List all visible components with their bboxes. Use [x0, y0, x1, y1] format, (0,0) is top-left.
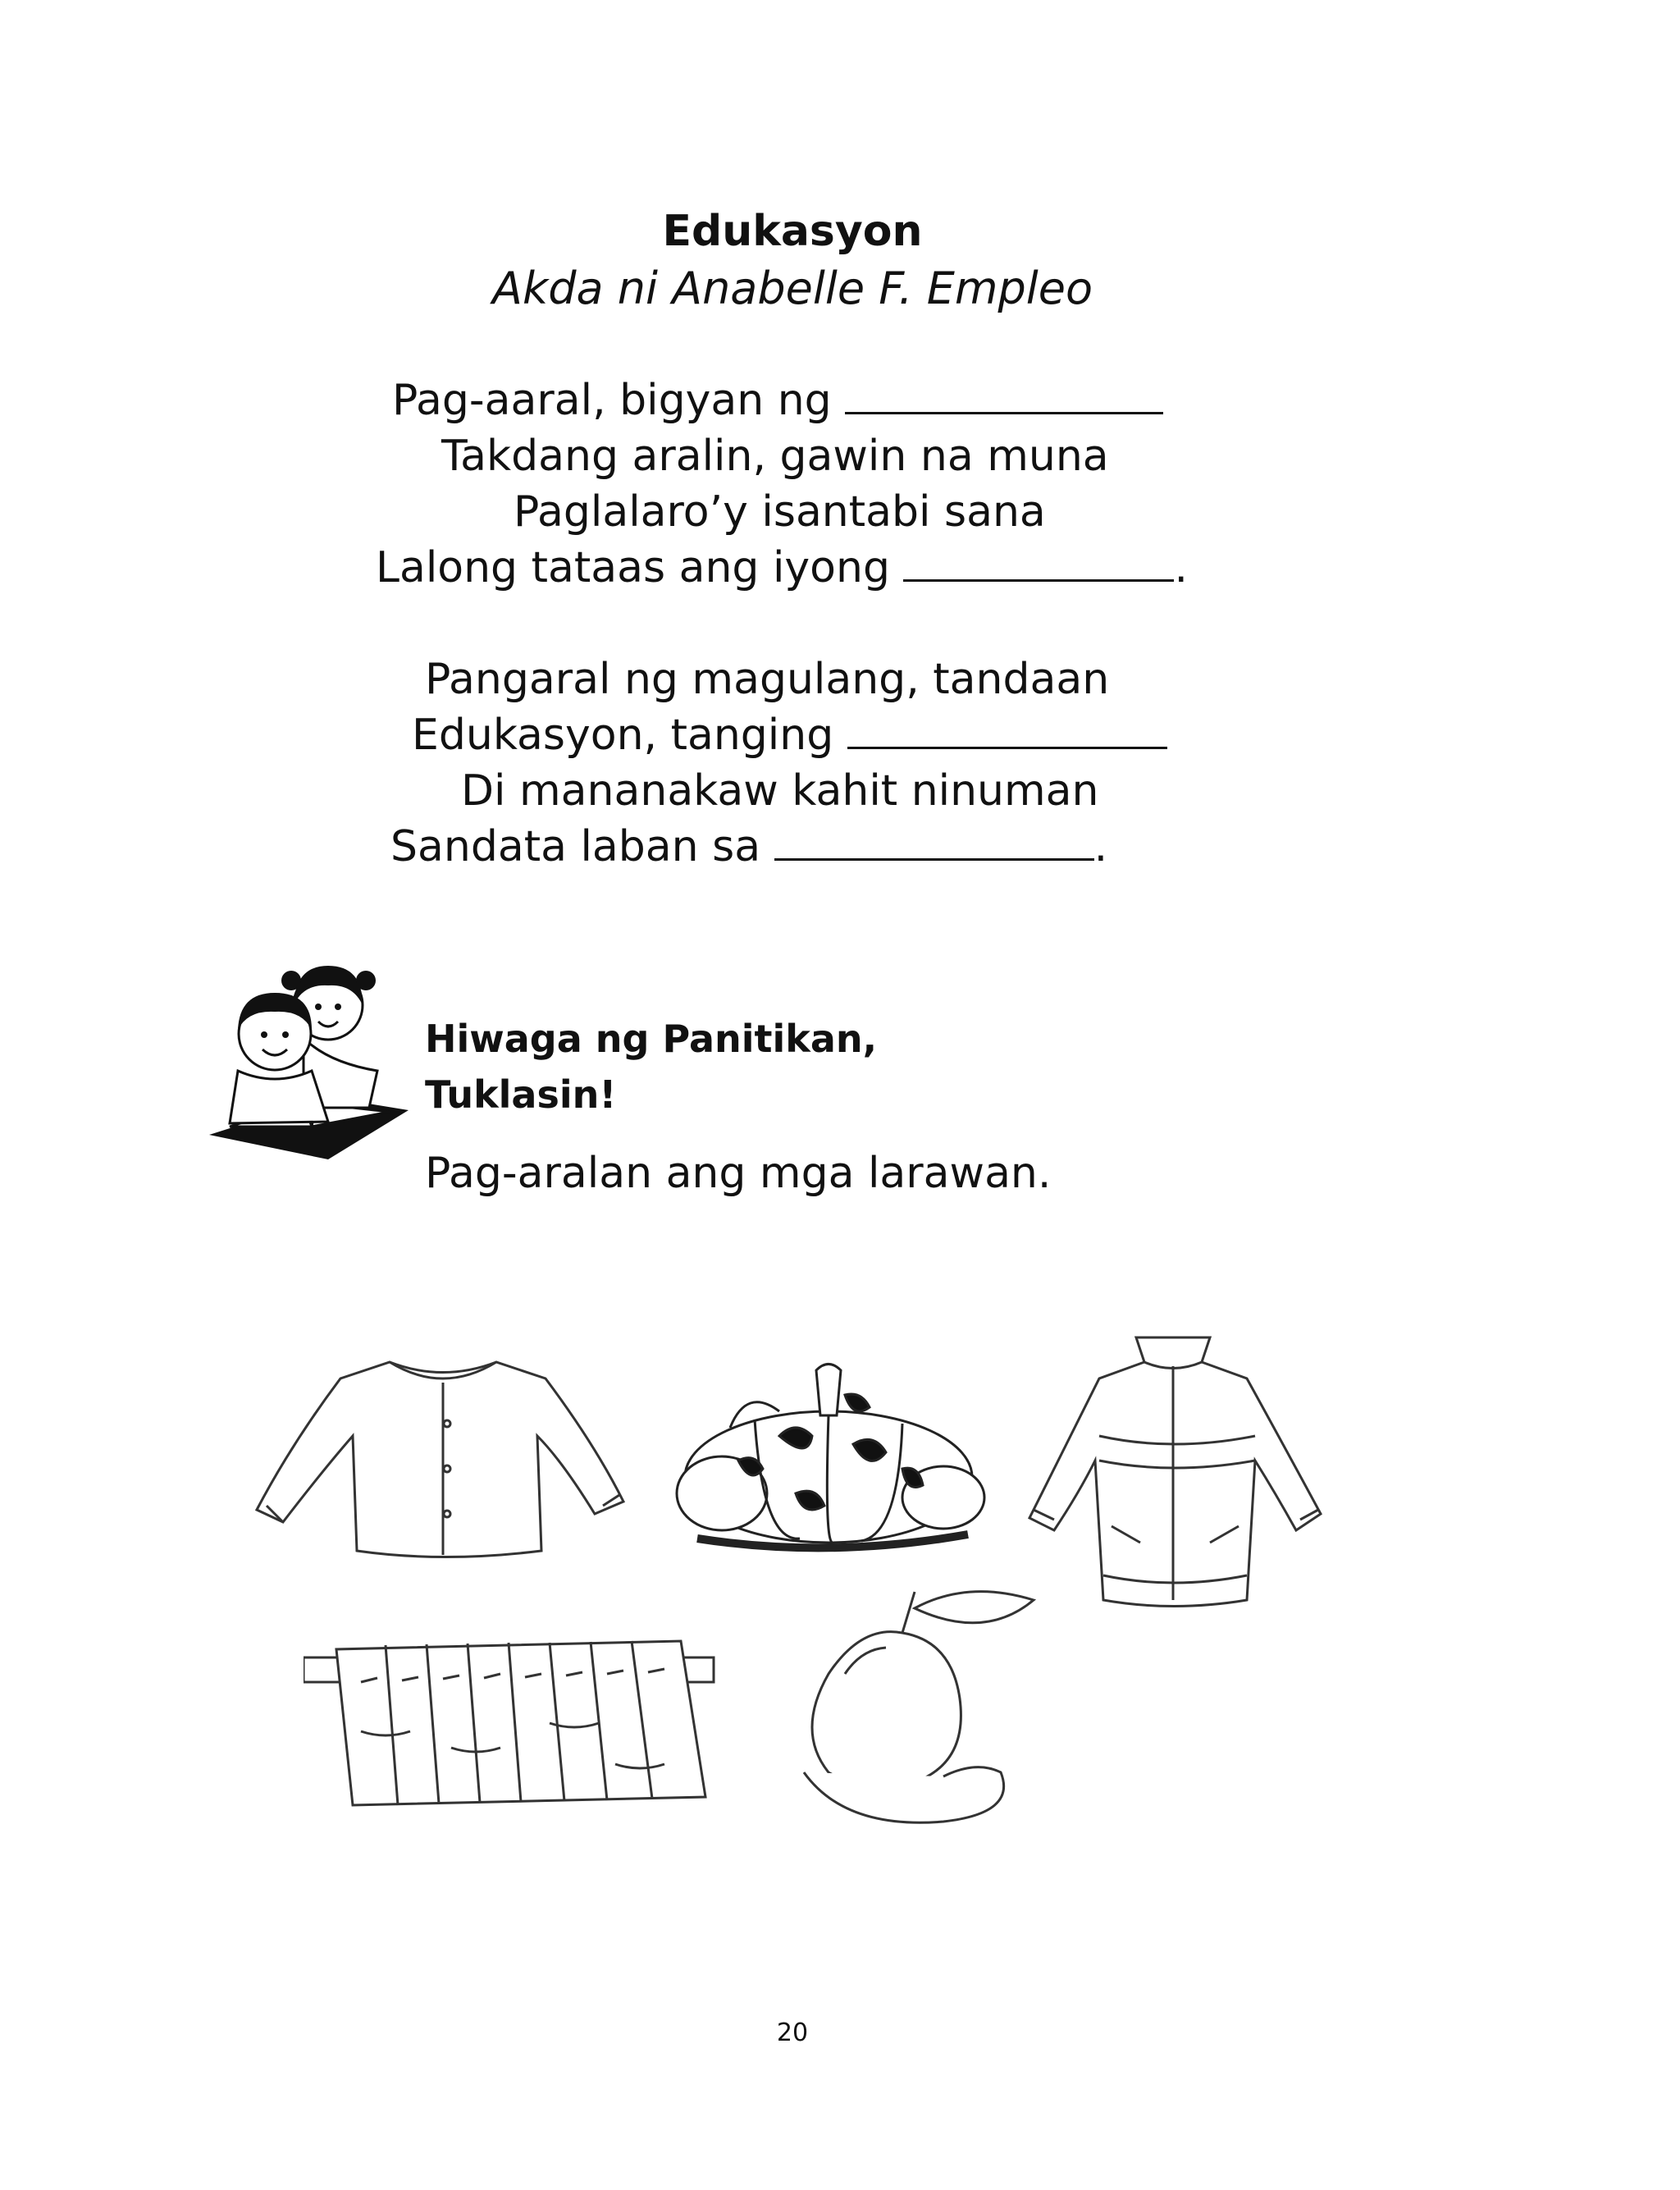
- mango-icon: [779, 1584, 1050, 1830]
- blank-1: [845, 379, 1163, 414]
- wooden-planks-icon: [304, 1633, 730, 1822]
- stanza2-line3: Di mananakaw kahit ninuman: [461, 766, 1099, 816]
- stanza1-line4: Lalong tataas ang iyong .: [376, 543, 1189, 592]
- stanza1-line1: Pag-aaral, bigyan ng: [392, 376, 1163, 425]
- instruction-text: Pag-aralan ang mga larawan.: [425, 1149, 1052, 1198]
- stanza2-line2: Edukasyon, tanging: [412, 711, 1167, 760]
- page-number: 20: [776, 2019, 809, 2047]
- blank-3: [847, 714, 1167, 749]
- blank-4: [774, 825, 1094, 861]
- poem-title: Edukasyon: [662, 207, 923, 256]
- shirt-icon: [250, 1346, 636, 1567]
- squash-icon: [656, 1346, 993, 1555]
- stanza1-line2: Takdang aralin, gawin na muna: [441, 432, 1109, 481]
- section-title: Hiwaga ng Panitikan, Tuklasin!: [425, 1017, 878, 1117]
- kids-reading-icon: [205, 948, 410, 1161]
- jacket-icon: [1021, 1329, 1325, 1616]
- stanza2-line4: Sandata laban sa .: [390, 822, 1108, 871]
- stanza2-line1: Pangaral ng magulang, tandaan: [425, 655, 1110, 704]
- stanza1-line3: Paglalaro’y isantabi sana: [514, 487, 1046, 537]
- blank-2: [903, 546, 1174, 582]
- poem-author: Akda ni Anabelle F. Empleo: [492, 263, 1093, 314]
